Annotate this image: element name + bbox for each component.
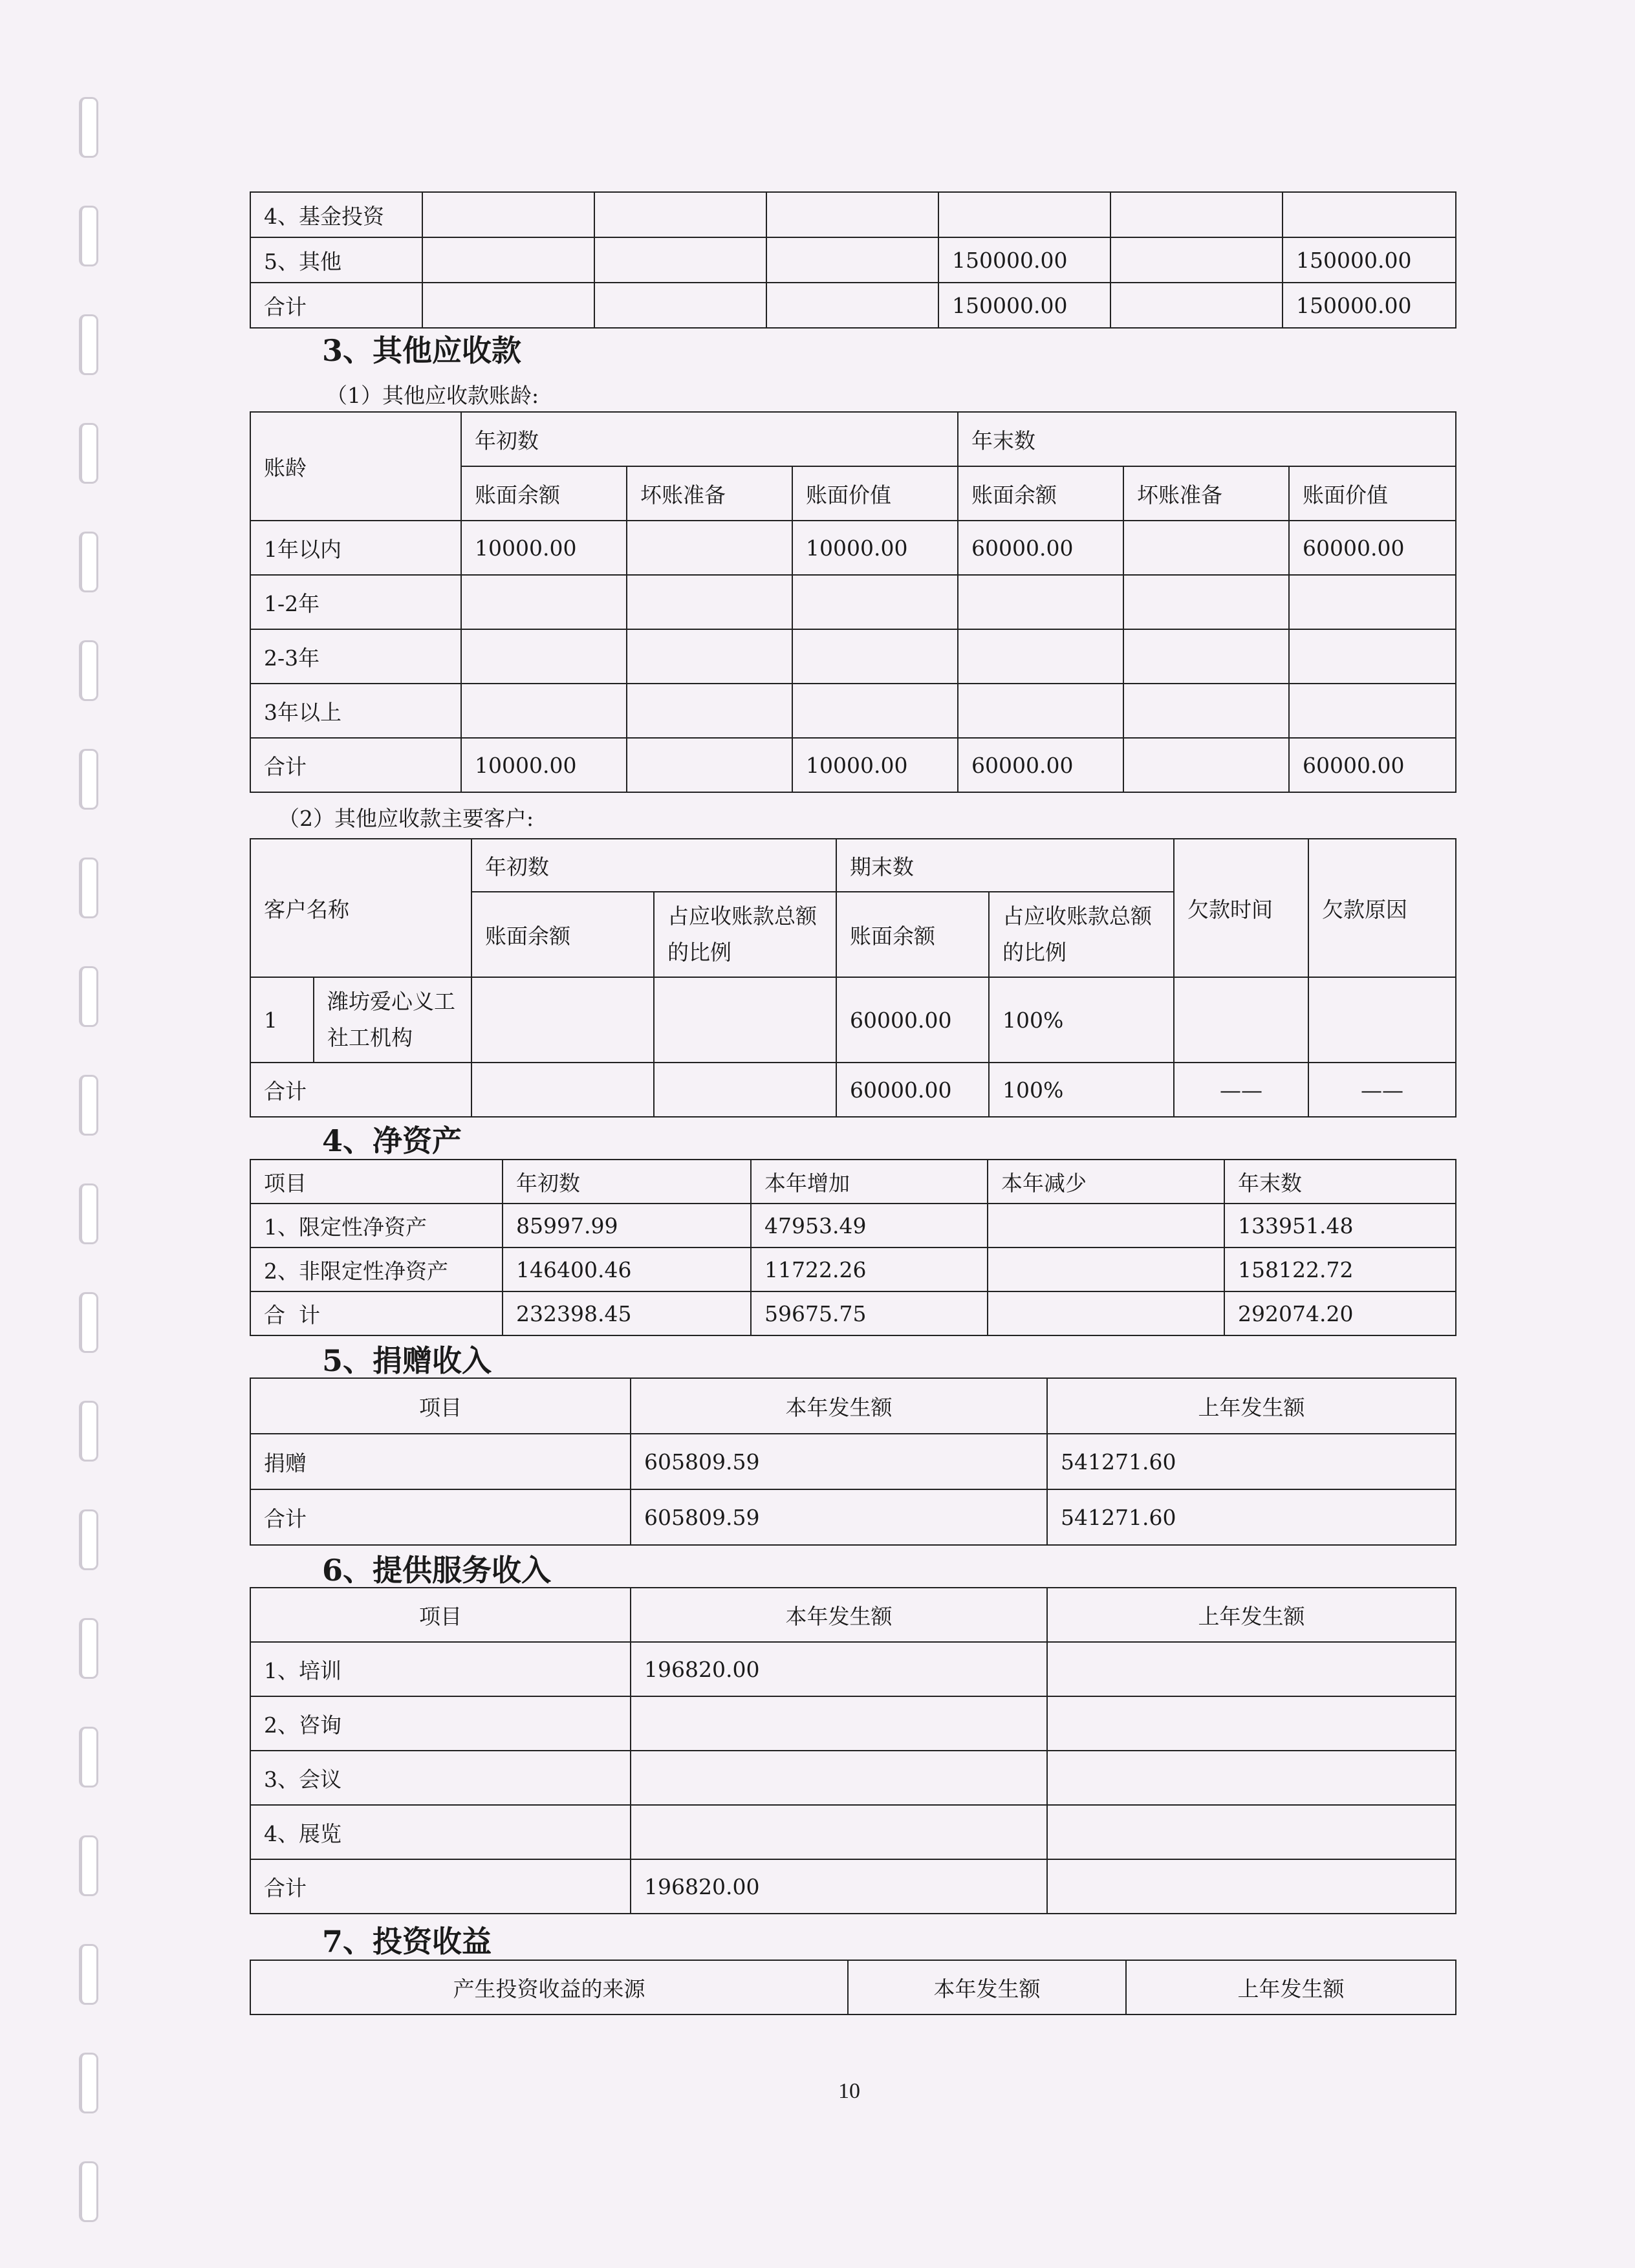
table-row: 1、限定性净资产 85997.99 47953.49 133951.48 [250,1204,1456,1247]
col-header-time: 欠款时间 [1174,839,1308,977]
row-label: 3、会议 [250,1751,631,1805]
binder-hole [79,314,98,375]
col-header: 年末数 [1224,1160,1456,1204]
section-title-investment-income: 7、投资收益 [322,1924,492,1959]
row-label: 1、限定性净资产 [250,1204,503,1247]
row-label: 5、其他 [250,237,422,283]
aging-table [250,411,1456,793]
table-row: 合计 196820.00 [250,1859,1456,1914]
binder-hole [79,1292,98,1353]
group-header-open: 年初数 [461,412,958,466]
col-header: 账面价值 [1289,466,1456,521]
group-header-close: 年末数 [958,412,1456,466]
col-header-customer: 客户名称 [250,839,471,977]
col-header: 本年发生额 [848,1960,1126,2014]
binder-hole [79,1727,98,1787]
binder-hole [79,2053,98,2113]
col-header-reason: 欠款原因 [1308,839,1456,977]
row-label: 合计 [250,1859,631,1914]
table-row: 合计 605809.59 541271.60 [250,1489,1456,1545]
table-row [250,192,1456,237]
table-header-row [250,412,1456,466]
group-header-open: 年初数 [471,839,836,892]
table-row [250,684,1456,738]
binder-hole [79,1835,98,1896]
section-title-other-receivables: 3、其他应收款 [322,333,522,368]
col-header: 上年发生额 [1047,1588,1456,1642]
binder-hole [79,2161,98,2222]
table-row [250,629,1456,684]
table-header-row [250,1378,1456,1434]
table-row [250,575,1456,629]
page-number: 10 [838,2079,860,2103]
col-header: 账面余额 [958,466,1123,521]
table-row [250,1751,1456,1805]
subsection-title-customers: （2）其他应收款主要客户: [278,806,534,831]
col-header: 账面余额 [471,892,654,977]
row-label: 2、非限定性净资产 [250,1247,503,1291]
table-row: 合计 10000.00 10000.00 60000.00 60000.00 [250,738,1456,792]
col-header: 产生投资收益的来源 [250,1960,848,2014]
binder-hole [79,532,98,592]
table-row: 1、培训 196820.00 [250,1642,1456,1696]
table-header-row [250,839,1456,892]
binder-hole [79,423,98,484]
row-label: 4、展览 [250,1805,631,1859]
row-label: 4、基金投资 [250,192,422,237]
col-header: 坏账准备 [627,466,792,521]
binder-hole [79,206,98,266]
table-row: 1 潍坊爱心义工社工机构 60000.00 100% [250,977,1456,1063]
col-header: 项目 [250,1160,503,1204]
row-label: 合计 [250,1063,471,1117]
binder-hole [79,97,98,158]
customers-table [250,838,1456,1118]
binder-hole [79,1618,98,1679]
section-title-net-assets: 4、净资产 [322,1123,462,1158]
binder-hole [79,1183,98,1244]
investment-table [250,191,1456,329]
col-header: 占应收账款总额的比例 [989,892,1174,977]
group-header-close: 期末数 [836,839,1174,892]
row-label: 2、咨询 [250,1696,631,1751]
table-row: 捐赠 605809.59 541271.60 [250,1434,1456,1489]
binder-hole [79,640,98,701]
net-assets-table [250,1159,1456,1336]
col-header: 上年发生额 [1047,1378,1456,1434]
service-income-table [250,1587,1456,1914]
row-label: 2-3年 [250,629,461,684]
row-label: 1年以内 [250,521,461,575]
donation-income-table [250,1377,1456,1546]
col-header: 本年减少 [988,1160,1224,1204]
table-row: 合计 150000.00 150000.00 [250,283,1456,328]
table-row [250,1696,1456,1751]
row-label: 1、培训 [250,1642,631,1696]
binder-hole [79,966,98,1027]
col-header: 年初数 [503,1160,751,1204]
row-number: 1 [250,977,314,1063]
table-row [250,1805,1456,1859]
subsection-title-aging: （1）其他应收款账龄: [326,383,539,408]
row-label: 1-2年 [250,575,461,629]
row-label: 3年以上 [250,684,461,738]
binder-holes [79,97,98,2231]
section-title-donation-income: 5、捐赠收入 [322,1343,492,1378]
binder-hole [79,1401,98,1462]
col-header: 账面价值 [792,466,958,521]
row-label: 合计 [250,1489,631,1545]
binder-hole [79,1944,98,2005]
section-title-service-income: 6、提供服务收入 [322,1553,552,1588]
table-header-row [250,1960,1456,2014]
col-header: 项目 [250,1588,631,1642]
col-header: 本年发生额 [631,1378,1047,1434]
col-header: 项目 [250,1378,631,1434]
table-row: 1年以内 10000.00 10000.00 60000.00 60000.00 [250,521,1456,575]
table-header-row [250,1588,1456,1642]
col-header: 占应收账款总额的比例 [654,892,836,977]
row-label: 捐赠 [250,1434,631,1489]
table-row: 2、非限定性净资产 146400.46 11722.26 158122.72 [250,1247,1456,1291]
binder-hole [79,858,98,918]
binder-hole [79,1075,98,1136]
col-header: 本年发生额 [631,1588,1047,1642]
binder-hole [79,749,98,810]
row-label: 合计 [250,738,461,792]
table-row: 合 计 232398.45 59675.75 292074.20 [250,1291,1456,1335]
col-header: 账面余额 [836,892,989,977]
col-header: 上年发生额 [1126,1960,1456,2014]
table-header-row [250,1160,1456,1204]
customer-name: 潍坊爱心义工社工机构 [314,977,471,1063]
investment-income-table [250,1960,1456,2015]
row-label: 合计 [250,283,422,328]
table-row: 5、其他 150000.00 150000.00 [250,237,1456,283]
binder-hole [79,1509,98,1570]
col-header: 本年增加 [751,1160,988,1204]
col-header: 坏账准备 [1123,466,1289,521]
col-header: 账面余额 [461,466,627,521]
table-row: 合计 60000.00 100% —— —— [250,1063,1456,1117]
col-header-aging: 账龄 [250,412,461,521]
row-label: 合 计 [250,1291,503,1335]
